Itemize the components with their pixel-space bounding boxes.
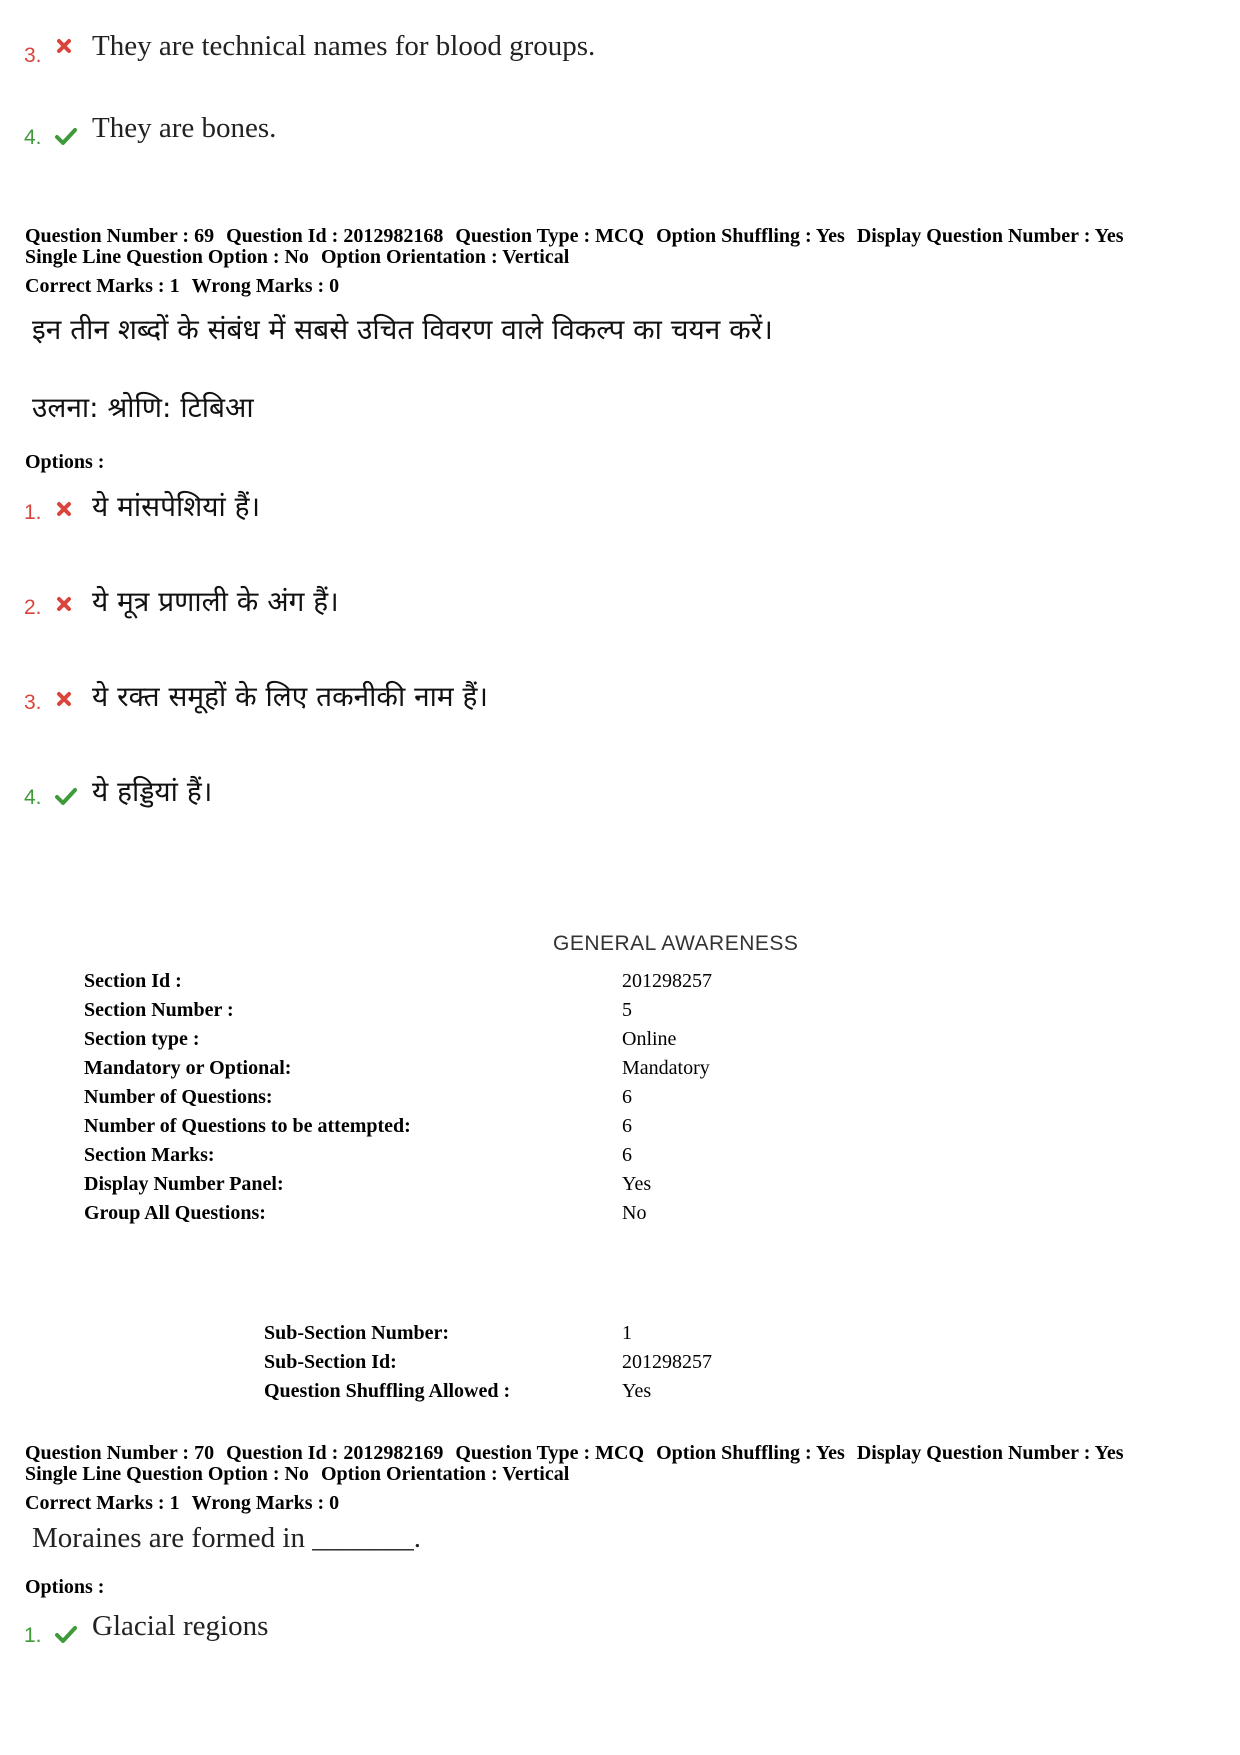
option-text: They are bones. — [92, 112, 277, 144]
option-number: 1. — [24, 501, 42, 524]
subsection-row-value: 201298257 — [622, 1351, 712, 1373]
subsection-row — [264, 1322, 449, 1345]
correct-marks: Correct Marks : 1 — [25, 275, 180, 297]
question-number: Question Number : 70 — [25, 1442, 215, 1464]
display-question-number: Display Question Number : Yes — [856, 225, 1124, 247]
row-label: Question Shuffling Allowed : — [264, 1380, 511, 1402]
display-question-number: Display Question Number : Yes — [856, 1442, 1124, 1464]
wrong-marks: Wrong Marks : 0 — [191, 275, 340, 297]
option-number: 4. — [24, 786, 42, 809]
question-type: Question Type : MCQ — [455, 225, 645, 247]
option-orientation: Option Orientation : Vertical — [320, 246, 570, 268]
row-label: Sub-Section Id: — [264, 1351, 397, 1373]
row-label: Section Number : — [84, 999, 234, 1021]
correct-marks: Correct Marks : 1 — [25, 1492, 180, 1514]
section-row-value: 6 — [622, 1144, 632, 1166]
option-number: 2. — [24, 596, 42, 619]
question-id: Question Id : 2012982168 — [226, 225, 444, 247]
subsection-row-value: 1 — [622, 1322, 632, 1344]
section-row-value: 201298257 — [622, 970, 712, 992]
cross-icon — [54, 594, 74, 614]
option-text: Glacial regions — [92, 1610, 269, 1642]
section-row — [84, 970, 182, 993]
question-meta-line1 — [25, 1443, 1136, 1464]
option-text: ये मांसपेशियां हैं। — [92, 490, 261, 523]
question-text: Moraines are formed in _______. — [32, 1522, 421, 1554]
row-label: Number of Questions to be attempted: — [84, 1115, 411, 1137]
section-title: GENERAL AWARENESS — [553, 932, 799, 955]
question-number: Question Number : 69 — [25, 225, 215, 247]
option-text: ये मूत्र प्रणाली के अंग हैं। — [92, 585, 339, 618]
section-row — [84, 999, 234, 1022]
check-icon — [54, 1624, 78, 1644]
options-label: Options : — [25, 1576, 105, 1598]
section-row-value: 6 — [622, 1115, 632, 1137]
option-orientation: Option Orientation : Vertical — [320, 1463, 570, 1485]
row-label: Section type : — [84, 1028, 200, 1050]
options-label: Options : — [25, 451, 105, 473]
option-shuffling: Option Shuffling : Yes — [656, 225, 845, 247]
section-row — [84, 1057, 291, 1080]
section-row — [84, 1028, 200, 1051]
option-number: 3. — [24, 44, 42, 67]
question-id: Question Id : 2012982169 — [226, 1442, 444, 1464]
section-row-value: Yes — [622, 1173, 652, 1195]
question-meta-line2 — [25, 247, 581, 268]
row-label: Mandatory or Optional: — [84, 1057, 292, 1079]
row-label: Number of Questions: — [84, 1086, 273, 1108]
check-icon — [54, 786, 78, 806]
check-icon — [54, 126, 78, 146]
section-row — [84, 1115, 411, 1138]
question-type: Question Type : MCQ — [455, 1442, 645, 1464]
row-label: Section Id : — [84, 970, 182, 992]
option-number: 3. — [24, 691, 42, 714]
section-row — [84, 1202, 266, 1225]
question-terms: उलना: श्रोणि: टिबिआ — [32, 391, 254, 424]
cross-icon — [54, 499, 74, 519]
row-label: Sub-Section Number: — [264, 1322, 450, 1344]
section-row-value: 5 — [622, 999, 632, 1021]
section-row — [84, 1086, 273, 1109]
section-row-value: Online — [622, 1028, 677, 1050]
question-marks — [25, 276, 351, 297]
option-text: They are technical names for blood groups. — [92, 30, 596, 62]
subsection-row-value: Yes — [622, 1380, 652, 1402]
section-row — [84, 1144, 215, 1167]
section-row-value: No — [622, 1202, 647, 1224]
option-number: 4. — [24, 126, 42, 149]
option-shuffling: Option Shuffling : Yes — [656, 1442, 845, 1464]
row-label: Group All Questions: — [84, 1202, 266, 1224]
row-label: Section Marks: — [84, 1144, 215, 1166]
question-marks — [25, 1493, 351, 1514]
subsection-row — [264, 1380, 510, 1403]
section-row-value: Mandatory — [622, 1057, 710, 1079]
single-line-option: Single Line Question Option : No — [25, 246, 309, 268]
row-label: Display Number Panel: — [84, 1173, 284, 1195]
option-text: ये हड्डियां हैं। — [92, 775, 213, 808]
option-number: 1. — [24, 1624, 42, 1647]
question-meta-line1 — [25, 226, 1136, 247]
section-row-value: 6 — [622, 1086, 632, 1108]
single-line-option: Single Line Question Option : No — [25, 1463, 309, 1485]
question-meta-line2 — [25, 1464, 581, 1485]
subsection-row — [264, 1351, 397, 1374]
option-text: ये रक्त समूहों के लिए तकनीकी नाम हैं। — [92, 680, 489, 713]
wrong-marks: Wrong Marks : 0 — [191, 1492, 340, 1514]
cross-icon — [54, 689, 74, 709]
question-text: इन तीन शब्दों के संबंध में सबसे उचित विवरण वाले विकल्प का चयन करें। — [32, 313, 773, 346]
section-row — [84, 1173, 284, 1196]
cross-icon — [54, 36, 74, 56]
